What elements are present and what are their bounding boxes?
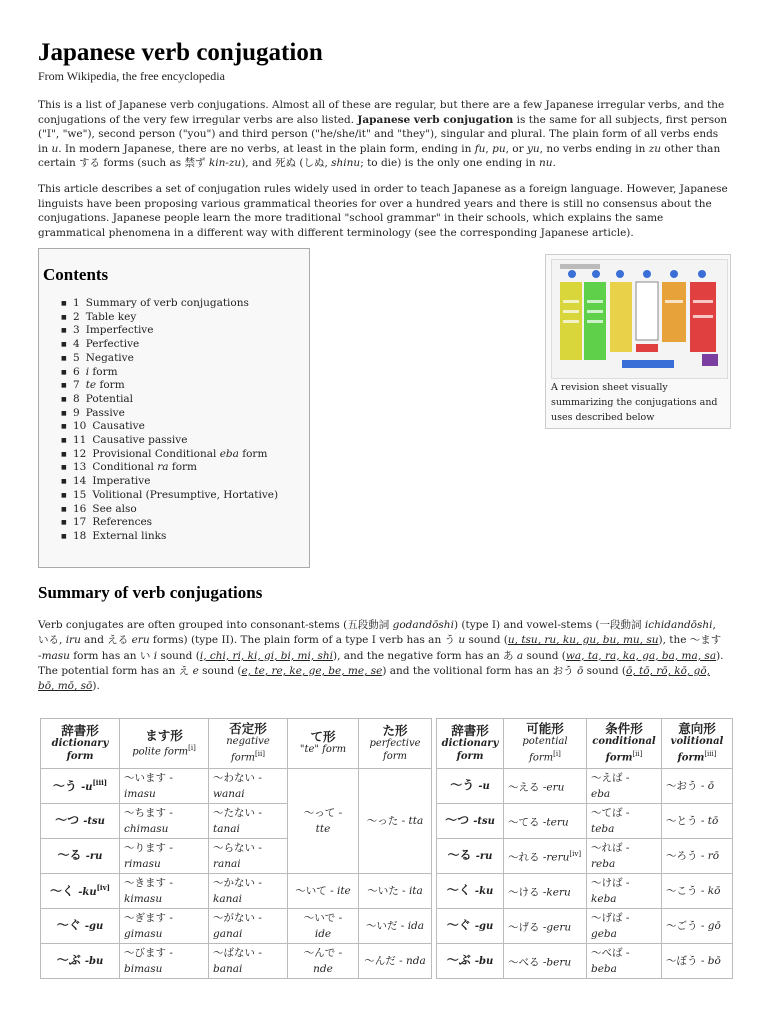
toc-item-label-italic: ra (157, 461, 169, 474)
toc-item-label: Conditional (92, 461, 158, 474)
toc-item-label: Perfective (85, 338, 140, 351)
potential-cell: 〜べる -beru (504, 943, 587, 978)
thumbnail-caption: A revision sheet visually summarizing the conjugations and uses described below (551, 382, 718, 423)
dictionary-cell: 〜る -ru (437, 838, 504, 873)
page-subtitle: From Wikipedia, the free encyclopedia (38, 69, 225, 83)
toc-heading: Contents (43, 265, 109, 284)
conditional-cell: 〜えば - eba (587, 768, 662, 803)
toc-item-label: Causative (92, 420, 145, 433)
toc-item-label: Volitional (Presumptive, Hortative) (92, 488, 279, 501)
toc-item-number: 9 (73, 406, 80, 419)
table-header: 可能形 potential form[i] (504, 719, 587, 769)
conditional-cell: 〜けば - keba (587, 873, 662, 908)
table-row: 〜ぐ -gu 〜ぎます - gimasu 〜がない - ganai 〜いで - ide 〜いだ - ida (41, 908, 432, 943)
potential-cell: 〜える -eru (504, 768, 587, 803)
page-title: Japanese verb conjugation (38, 39, 323, 66)
toc-item-number: 8 (73, 392, 80, 405)
revision-sheet-image[interactable] (551, 259, 728, 379)
toc-item-label-tail: form (168, 461, 198, 474)
conditional-cell: 〜てば - teba (587, 803, 662, 838)
conjugation-table-1 (40, 718, 432, 979)
toc-item[interactable] (61, 516, 305, 530)
potential-cell: 〜げる -geru (504, 908, 587, 943)
toc-item-label: Passive (85, 406, 125, 419)
toc-item[interactable] (61, 311, 305, 325)
toc-item-number: 12 (73, 447, 87, 460)
table-header: 否定形 negative form[ii] (209, 719, 288, 769)
toc-item-number: 10 (73, 420, 87, 433)
volitional-cell: 〜ぼう - bō (662, 943, 733, 978)
toc-item-label: See also (92, 502, 137, 515)
toc-item-number: 5 (73, 351, 80, 364)
toc-item-number: 16 (73, 502, 87, 515)
toc-item-label-tail: form (96, 379, 125, 392)
table-row (437, 803, 733, 838)
toc-item[interactable] (61, 366, 305, 380)
toc-item-number: 18 (73, 529, 87, 542)
toc-item-label: Negative (85, 351, 134, 364)
toc-list (43, 297, 305, 544)
toc-item[interactable] (61, 407, 305, 421)
toc-item-label-tail: form (89, 365, 118, 378)
table-header: て形 "te" form (288, 719, 359, 769)
article (38, 36, 728, 251)
table-header: た形 perfective form (359, 719, 432, 769)
summary-paragraph: Verb conjugates are often grouped into consonant-stems (五段動詞 godandōshi) (type I) and vowel-stems (一段動詞 ichidandōshi, いる, iru and える eru forms) (type II). The plain form of a type I verb has an う u sound (u, tsu, ru, ku, gu, bu, mu, su), the 〜ます -masu form has an い i sound (i, chi, ri, ki, gi, bi, mi, shi), and the negative form has an あ a sound (wa, ta, ra, ka, ga, ba, ma, sa). The potential form has an え e sound (e, te, re, ke, ge, be, me, se) and the volitional form has an おう ō sound (ō, tō, rō, kō, gō, bō, mō, sō). (38, 619, 724, 693)
toc-item-label: References (92, 516, 153, 529)
table-row (437, 873, 733, 908)
table-header: 辞書形 dictionary form (41, 719, 120, 769)
table-row (437, 943, 733, 978)
table-row: 〜く -ku[iv] 〜きます - kimasu 〜かない - kanai 〜いて - ite 〜いた - ita (41, 873, 432, 908)
conditional-cell: 〜べば - beba (587, 943, 662, 978)
toc-item-number: 6 (73, 365, 80, 378)
table-row: 〜る -ru 〜ります - rimasu 〜らない - ranai (41, 838, 432, 873)
toc-item-label: Imperfective (85, 324, 154, 337)
table-header: ます形 polite form[i] (120, 719, 209, 769)
potential-cell: 〜れる -reru[iv] (504, 838, 587, 873)
thumbnail-figure (545, 254, 731, 429)
toc-item[interactable] (61, 297, 305, 311)
potential-cell: 〜ける -keru (504, 873, 587, 908)
table-row (437, 768, 733, 803)
toc-item-label-italic: i (85, 365, 90, 378)
dictionary-cell: 〜ぐ -gu (437, 908, 504, 943)
dictionary-cell: 〜く -ku (437, 873, 504, 908)
toc-item[interactable] (61, 352, 305, 366)
toc-item-label-italic: te (85, 379, 97, 392)
toc-item-label: Potential (85, 392, 134, 405)
volitional-cell: 〜おう - ō (662, 768, 733, 803)
toc-item-number: 7 (73, 379, 80, 392)
table-row (437, 838, 733, 873)
summary-section (38, 618, 728, 705)
table-row: 〜ぶ -bu 〜びます - bimasu 〜ばない - banai 〜んで - nde 〜んだ - nda (41, 943, 432, 978)
toc-item[interactable] (61, 461, 305, 475)
toc-item-label-italic: eba (219, 447, 239, 460)
conjugation-table-2 (436, 718, 733, 979)
toc-item-number: 14 (73, 475, 87, 488)
toc-item-number: 3 (73, 324, 80, 337)
volitional-cell: 〜ろう - rō (662, 838, 733, 873)
volitional-cell: 〜ごう - gō (662, 908, 733, 943)
toc-item[interactable] (61, 530, 305, 544)
volitional-cell: 〜こう - kō (662, 873, 733, 908)
toc-item[interactable] (61, 448, 305, 462)
toc-item-label: Provisional Conditional (92, 447, 220, 460)
dictionary-cell: 〜ぶ -bu (437, 943, 504, 978)
toc-item-label: Summary of verb conjugations (85, 297, 249, 309)
dictionary-cell: 〜う -u (437, 768, 504, 803)
table-row: 〜つ -tsu 〜ちます - chimasu 〜たない - tanai (41, 803, 432, 838)
table-of-contents (38, 248, 310, 568)
toc-item[interactable] (61, 489, 305, 503)
toc-item[interactable] (61, 434, 305, 448)
toc-item[interactable] (61, 393, 305, 407)
table-row (437, 908, 733, 943)
table-row: 〜う -u[iii] 〜います - imasu 〜わない - wanai 〜って - tte 〜った - tta (41, 768, 432, 803)
conditional-cell: 〜げば - geba (587, 908, 662, 943)
toc-item-number: 15 (73, 488, 87, 501)
potential-cell: 〜てる -teru (504, 803, 587, 838)
toc-item-label: Imperative (92, 475, 151, 488)
conditional-cell: 〜れば - reba (587, 838, 662, 873)
toc-item-number: 13 (73, 461, 87, 474)
toc-item-number: 4 (73, 338, 80, 351)
volitional-cell: 〜とう - tō (662, 803, 733, 838)
table-header: 条件形 conditional form[ii] (587, 719, 662, 769)
toc-item-number: 17 (73, 516, 87, 529)
toc-item[interactable] (61, 324, 305, 338)
toc-item[interactable] (61, 475, 305, 489)
toc-item-label-tail: form (238, 447, 268, 460)
intro-paragraph-2: This article describes a set of conjugation rules widely used in order to teach Japanese as a foreign language. However, Japanese linguists have been proposing various grammatical theories for over a hundred years and there is still no consensus about the conjugations. Japanese people learn the more traditional "school grammar" in their schools, which explains the same grammatical phenomena in a different way with different terminology (see the corresponding Japanese article). (38, 182, 728, 239)
dictionary-cell: 〜つ -tsu (437, 803, 504, 838)
toc-item-number: 1 (73, 297, 80, 309)
toc-item[interactable] (61, 338, 305, 352)
toc-item-label: Table key (85, 310, 137, 323)
toc-item[interactable] (61, 379, 305, 393)
toc-item-label: Causative passive (92, 434, 188, 447)
table-header: 意向形 volitional form[iii] (662, 719, 733, 769)
toc-item[interactable] (61, 503, 305, 517)
section-heading: Summary of verb conjugations (38, 583, 263, 602)
toc-item-number: 11 (73, 434, 87, 447)
toc-item-label: External links (92, 529, 167, 542)
toc-item-number: 2 (73, 310, 80, 323)
table-header: 辞書形 dictionary form (437, 719, 504, 769)
intro-paragraph-1: This is a list of Japanese verb conjugations. Almost all of these are regular, but there are a few Japanese irregular verbs, and the conjugations of the very few irregular verbs are also listed. Japanese verb conjugation is the same for all subjects, first person ("I", "we"), second person ("you") and third person ("he/she/it" and "they"), singular and plural. The plain form of all verbs ends in u. In modern Japanese, there are no verbs, at least in the plain form, ending in fu, pu, or yu, no verbs ending in zu other than certain する forms (such as 禁ず kin-zu), and 死ぬ (しぬ, shinu; to die) is the only one ending in nu. (38, 99, 728, 170)
toc-item[interactable] (61, 420, 305, 434)
